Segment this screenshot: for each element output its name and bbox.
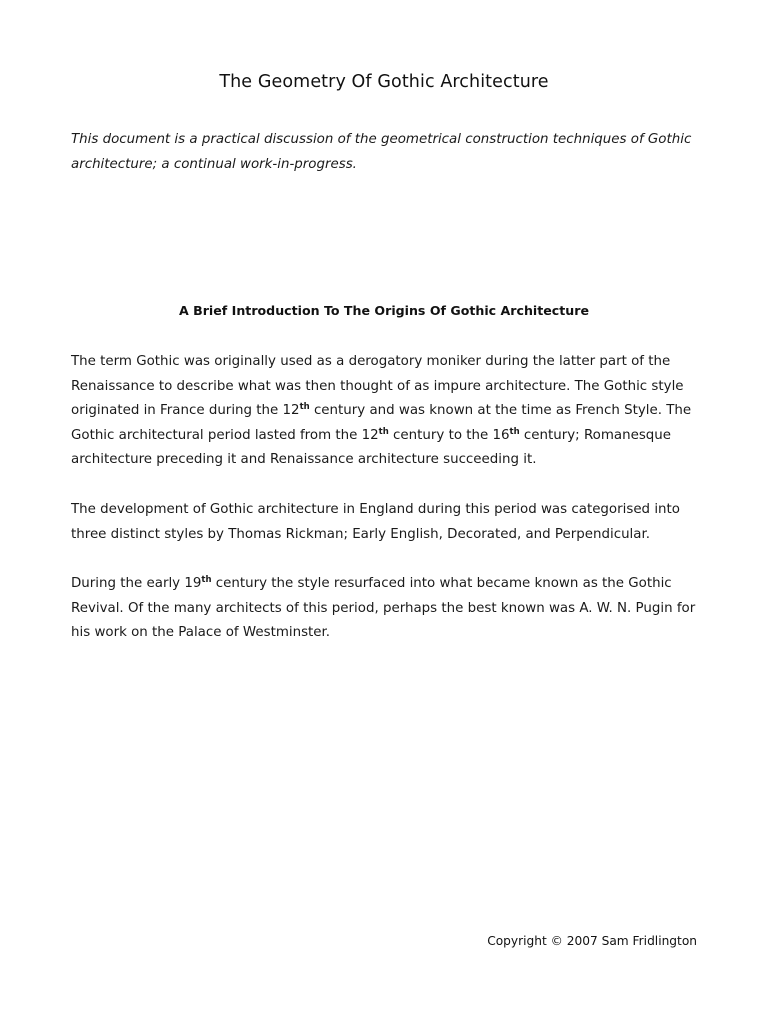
paragraph-origins <box>71 350 711 473</box>
ordinal-suffix: th <box>201 575 212 585</box>
document-title: The Geometry Of Gothic Architecture <box>219 72 549 92</box>
paragraph-text: century the style resurfaced into what became known as the Gothic Revival. Of the many architects of this period, perhaps the best known was A. W. N. Pugin for his work on the Palace of Westminster. <box>71 576 696 640</box>
paragraph-england-styles: The development of Gothic architecture in England during this period was categorised into three distinct styles by Thomas Rickman; Early English, Decorated, and Perpendicular. <box>71 502 680 542</box>
document-abstract: This document is a practical discussion of the geometrical construction techniques of Gothic architecture; a continual work-in-progress. <box>71 132 692 172</box>
ordinal-suffix: th <box>299 402 310 412</box>
ordinal-suffix: th <box>378 426 389 437</box>
paragraph-text: century and was known at the time as French Style. The Gothic architectural period lasted from the 12 <box>71 403 692 443</box>
ordinal-suffix: th <box>509 426 520 437</box>
paragraph-gothic-revival <box>71 572 711 646</box>
paragraph-text: century to the 16 <box>388 427 510 443</box>
paragraph-text: The term Gothic was originally used as a derogatory moniker during the latter part of the Renaissance to describe what was then thought of as impure architecture. The Gothic style originated in France during the 12 <box>71 354 684 418</box>
copyright-notice: Copyright © 2007 Sam Fridlington <box>487 934 697 948</box>
section-heading: A Brief Introduction To The Origins Of Gothic Architecture <box>178 303 589 318</box>
paragraph-text: century; Romanesque architecture preceding it and Renaissance architecture succeeding it. <box>71 427 672 467</box>
paragraph-text: During the early 19 <box>71 576 202 591</box>
